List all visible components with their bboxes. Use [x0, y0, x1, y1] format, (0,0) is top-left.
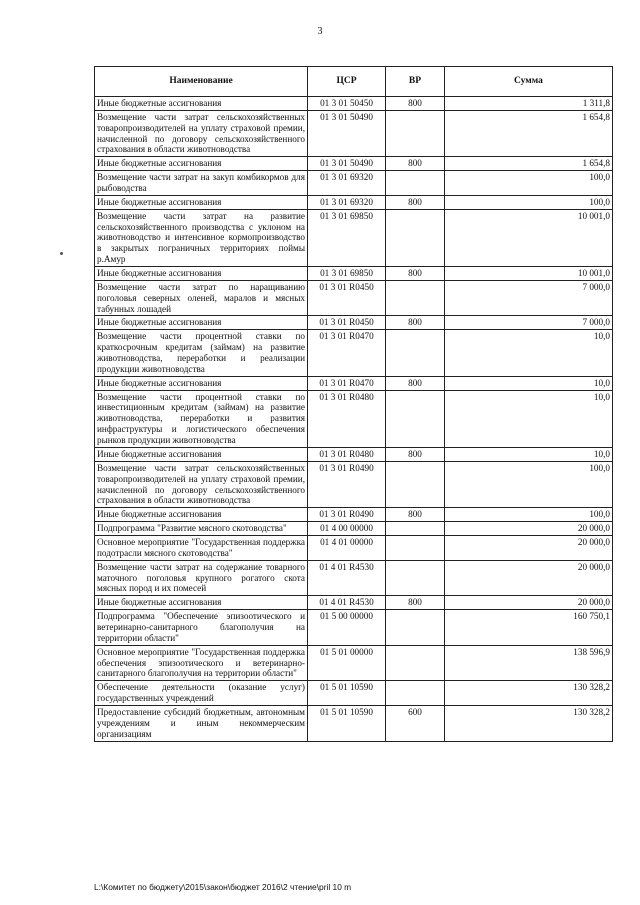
- row-csr: 01 3 01 R0450: [308, 280, 386, 316]
- row-name: Возмещение части затрат на закуп комбикормов для рыбоводства: [95, 171, 308, 196]
- row-name: Обеспечение деятельности (оказание услуг) государственных учреждений: [95, 681, 308, 706]
- row-vr: 800: [386, 376, 445, 390]
- table-row: [95, 645, 613, 681]
- row-sum: 100,0: [445, 508, 613, 522]
- table-row: [95, 376, 613, 390]
- row-csr: 01 3 01 69320: [308, 171, 386, 196]
- row-name: Основное мероприятие "Государственная поддержка подотрасли мясного скотоводства": [95, 535, 308, 560]
- row-name: Иные бюджетные ассигнования: [95, 596, 308, 610]
- row-csr: 01 5 01 10590: [308, 705, 386, 741]
- row-csr: 01 3 01 R0470: [308, 376, 386, 390]
- row-vr: [386, 681, 445, 706]
- header-name: Наименование: [95, 67, 308, 97]
- row-sum: 10,0: [445, 390, 613, 447]
- row-name: Иные бюджетные ассигнования: [95, 267, 308, 281]
- row-csr: 01 5 01 00000: [308, 645, 386, 681]
- row-name: Подпрограмма "Развитие мясного скотоводства": [95, 522, 308, 536]
- row-vr: 800: [386, 596, 445, 610]
- row-name: Иные бюджетные ассигнования: [95, 316, 308, 330]
- header-vr: ВР: [386, 67, 445, 97]
- row-name: Иные бюджетные ассигнования: [95, 376, 308, 390]
- table-header-row: [95, 67, 613, 97]
- page-number: 3: [317, 26, 323, 37]
- row-sum: 20 000,0: [445, 560, 613, 596]
- row-name: Предоставление субсидий бюджетным, автономным учреждениям и иным некоммерческим организациям: [95, 705, 308, 741]
- budget-table: [94, 66, 613, 742]
- row-csr: 01 3 01 50490: [308, 110, 386, 156]
- row-vr: 800: [386, 508, 445, 522]
- row-sum: 7 000,0: [445, 280, 613, 316]
- row-name: Иные бюджетные ассигнования: [95, 157, 308, 171]
- table-row: [95, 267, 613, 281]
- row-csr: 01 5 00 00000: [308, 610, 386, 646]
- row-vr: 800: [386, 267, 445, 281]
- row-sum: 10,0: [445, 330, 613, 376]
- table-row: [95, 522, 613, 536]
- row-vr: 800: [386, 447, 445, 461]
- row-csr: 01 4 01 00000: [308, 535, 386, 560]
- table-row: [95, 195, 613, 209]
- row-csr: 01 4 00 00000: [308, 522, 386, 536]
- row-sum: 130 328,2: [445, 705, 613, 741]
- row-name: Возмещение части процентной ставки по инвестиционным кредитам (займам) на развитие животноводства, переработки и развития инфраструктуры и логистического обеспечения рынков продукции животноводства: [95, 390, 308, 447]
- row-sum: 138 596,9: [445, 645, 613, 681]
- table-row: [95, 157, 613, 171]
- row-name: Возмещение части затрат сельскохозяйственных товаропроизводителей на уплату страховой премии, начисленной по договору сельскохозяйственного страхования в области животноводства: [95, 110, 308, 156]
- row-csr: 01 3 01 69320: [308, 195, 386, 209]
- row-vr: 800: [386, 316, 445, 330]
- row-sum: 20 000,0: [445, 596, 613, 610]
- row-vr: 800: [386, 157, 445, 171]
- row-vr: 800: [386, 97, 445, 111]
- table-row: [95, 97, 613, 111]
- row-csr: 01 3 01 R0450: [308, 316, 386, 330]
- footer-file-path: L:\Комитет по бюджету\2015\закон\бюджет 2016\2 чтение\pril 10 m: [94, 882, 352, 892]
- row-sum: 160 750,1: [445, 610, 613, 646]
- row-sum: 10 001,0: [445, 209, 613, 266]
- table-row: [95, 705, 613, 741]
- row-sum: 1 654,8: [445, 157, 613, 171]
- table-row: [95, 560, 613, 596]
- row-sum: 100,0: [445, 461, 613, 507]
- row-sum: 10 001,0: [445, 267, 613, 281]
- row-csr: 01 4 01 R4530: [308, 596, 386, 610]
- table-row: [95, 280, 613, 316]
- row-vr: [386, 209, 445, 266]
- row-csr: 01 4 01 R4530: [308, 560, 386, 596]
- row-name: Иные бюджетные ассигнования: [95, 447, 308, 461]
- row-csr: 01 3 01 50490: [308, 157, 386, 171]
- row-name: Подпрограмма "Обеспечение эпизоотического и ветеринарно-санитарного благополучия на территории области": [95, 610, 308, 646]
- row-vr: [386, 610, 445, 646]
- row-vr: [386, 535, 445, 560]
- row-vr: 800: [386, 195, 445, 209]
- row-name: Возмещение части затрат на развитие сельскохозяйственного производства с уклоном на животноводство и интенсивное кормопроизводство в закрытых пограничных территориях поймы р.Амур: [95, 209, 308, 266]
- row-name: Основное мероприятие "Государственная поддержка обеспечения эпизоотического и ветеринарно-санитарного благополучия на территории области": [95, 645, 308, 681]
- row-vr: [386, 280, 445, 316]
- row-csr: 01 3 01 50450: [308, 97, 386, 111]
- row-csr: 01 3 01 R0480: [308, 447, 386, 461]
- row-csr: 01 3 01 R0490: [308, 461, 386, 507]
- row-sum: 10,0: [445, 447, 613, 461]
- row-vr: [386, 171, 445, 196]
- row-name: Возмещение части процентной ставки по краткосрочным кредитам (займам) на развитие животноводства, переработки и реализации продукции животноводства: [95, 330, 308, 376]
- row-csr: 01 3 01 69850: [308, 209, 386, 266]
- row-sum: 100,0: [445, 171, 613, 196]
- row-vr: 600: [386, 705, 445, 741]
- row-name: Иные бюджетные ассигнования: [95, 195, 308, 209]
- row-csr: 01 5 01 10590: [308, 681, 386, 706]
- row-vr: [386, 645, 445, 681]
- table-row: [95, 596, 613, 610]
- row-sum: 130 328,2: [445, 681, 613, 706]
- header-sum: Сумма: [445, 67, 613, 97]
- row-sum: 10,0: [445, 376, 613, 390]
- table-row: [95, 390, 613, 447]
- table-row: [95, 535, 613, 560]
- row-name: Возмещение части затрат на содержание товарного маточного поголовья крупного рогатого скота мясных пород и их помесей: [95, 560, 308, 596]
- table-row: [95, 610, 613, 646]
- row-sum: 7 000,0: [445, 316, 613, 330]
- row-csr: 01 3 01 R0490: [308, 508, 386, 522]
- row-name: Возмещение части затрат сельскохозяйственных товаропроизводителей на уплату страховой премии, начисленной по договору сельскохозяйственного страхования в области животноводства: [95, 461, 308, 507]
- table-row: [95, 330, 613, 376]
- table-row: [95, 209, 613, 266]
- scan-dot: [60, 252, 63, 255]
- row-name: Иные бюджетные ассигнования: [95, 97, 308, 111]
- table-row: [95, 508, 613, 522]
- table-row: [95, 461, 613, 507]
- row-vr: [386, 330, 445, 376]
- row-vr: [386, 390, 445, 447]
- row-vr: [386, 461, 445, 507]
- row-name: Иные бюджетные ассигнования: [95, 508, 308, 522]
- row-sum: 20 000,0: [445, 522, 613, 536]
- row-csr: 01 3 01 R0480: [308, 390, 386, 447]
- table-row: [95, 681, 613, 706]
- row-sum: 100,0: [445, 195, 613, 209]
- row-sum: 1 311,8: [445, 97, 613, 111]
- row-sum: 20 000,0: [445, 535, 613, 560]
- row-csr: 01 3 01 69850: [308, 267, 386, 281]
- row-vr: [386, 522, 445, 536]
- row-csr: 01 3 01 R0470: [308, 330, 386, 376]
- row-vr: [386, 110, 445, 156]
- row-name: Возмещение части затрат по наращиванию поголовья северных оленей, маралов и мясных табунных лошадей: [95, 280, 308, 316]
- row-sum: 1 654,8: [445, 110, 613, 156]
- table-row: [95, 110, 613, 156]
- table-row: [95, 171, 613, 196]
- row-vr: [386, 560, 445, 596]
- table-row: [95, 316, 613, 330]
- table-row: [95, 447, 613, 461]
- header-csr: ЦСР: [308, 67, 386, 97]
